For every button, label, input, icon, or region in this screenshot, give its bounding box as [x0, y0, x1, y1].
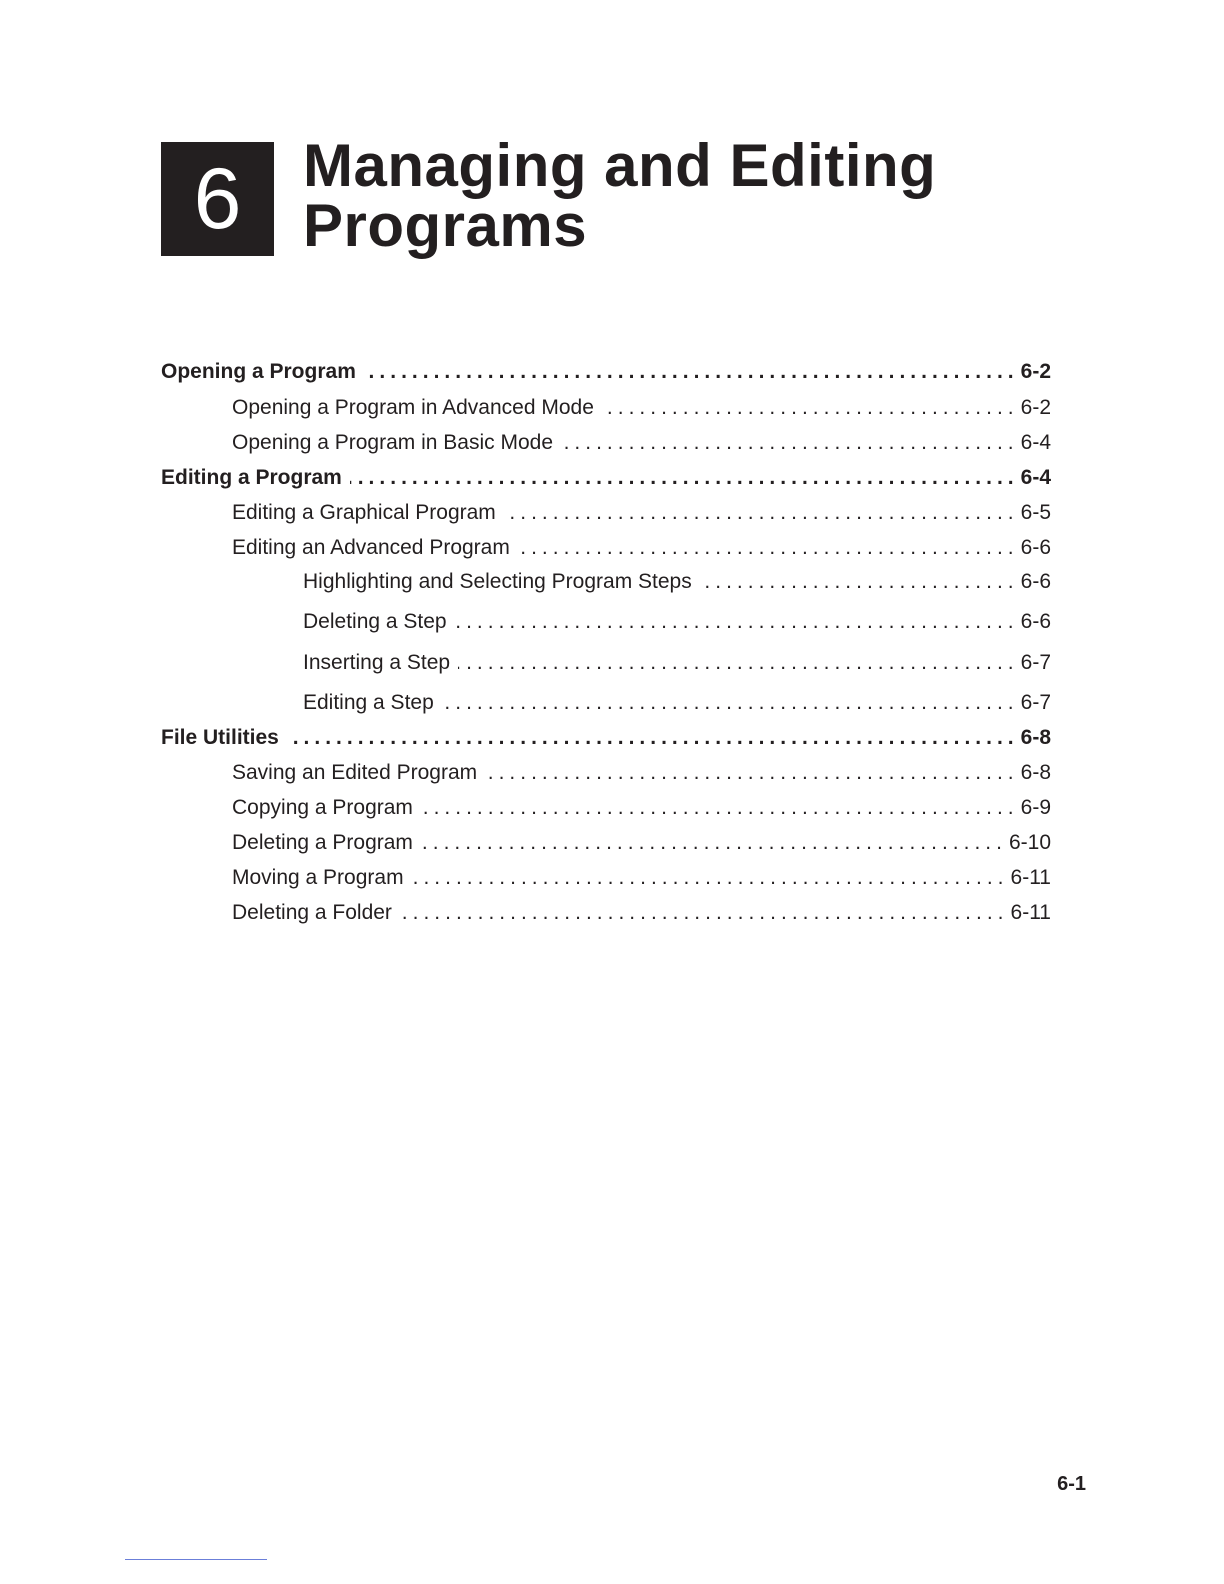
toc-entry-page: 6-5 [1020, 501, 1051, 524]
toc-entry[interactable] [232, 500, 1051, 526]
toc-leader-dots [700, 569, 1019, 595]
chapter-title-line-1: Managing and Editing [303, 132, 937, 199]
toc-entry[interactable] [232, 760, 1051, 786]
toc-entry-label: Editing a Step [303, 691, 434, 714]
toc-entry-label: Editing an Advanced Program [232, 536, 510, 559]
toc-entry[interactable] [232, 535, 1051, 561]
toc-entry-page: 6-10 [1008, 831, 1051, 854]
toc-leader-dots [287, 725, 1019, 751]
toc-entry-label: Opening a Program in Basic Mode [232, 431, 553, 454]
toc-entry[interactable] [232, 900, 1051, 926]
toc-entry-label: Copying a Program [232, 796, 413, 819]
toc-entry[interactable] [232, 865, 1051, 891]
chapter-number-box [161, 142, 274, 256]
page-number: 6-1 [1057, 1473, 1086, 1495]
toc-entry-page: 6-2 [1020, 396, 1051, 419]
toc-entry-label: Opening a Program in Advanced Mode [232, 396, 594, 419]
toc-entry[interactable] [303, 609, 1051, 635]
toc-entry-page: 6-7 [1020, 651, 1051, 674]
toc-leader-dots [518, 535, 1019, 561]
toc-leader-dots [442, 690, 1019, 716]
toc-entry-page: 6-9 [1020, 796, 1051, 819]
toc-leader-dots [458, 650, 1019, 676]
toc-leader-dots [561, 430, 1019, 456]
toc-entry-label: Deleting a Step [303, 610, 447, 633]
toc-entry-page: 6-2 [1020, 360, 1051, 383]
toc-entry-page: 6-6 [1020, 610, 1051, 633]
footer-rule [125, 1559, 267, 1560]
toc-entry-page: 6-6 [1020, 570, 1051, 593]
toc-entry-label: Moving a Program [232, 866, 404, 889]
toc-entry-label: Deleting a Folder [232, 901, 392, 924]
toc-entry-label: Editing a Graphical Program [232, 501, 496, 524]
toc-leader-dots [364, 359, 1019, 385]
toc-entry-page: 6-11 [1010, 901, 1051, 924]
toc-leader-dots [400, 900, 1009, 926]
toc-entry-page: 6-7 [1020, 691, 1051, 714]
toc-leader-dots [350, 465, 1019, 491]
toc-leader-dots [455, 609, 1019, 635]
toc-entry-page: 6-8 [1020, 761, 1051, 784]
toc-leader-dots [421, 830, 1007, 856]
toc-entry[interactable] [161, 465, 1051, 491]
toc-entry-label: Saving an Edited Program [232, 761, 478, 784]
toc-entry-label: Deleting a Program [232, 831, 413, 854]
toc-entry-page: 6-4 [1020, 431, 1051, 454]
toc-leader-dots [412, 865, 1009, 891]
toc-entry[interactable] [303, 690, 1051, 716]
toc-leader-dots [421, 795, 1019, 821]
toc-entry-label: Editing a Program [161, 466, 342, 489]
toc-entry[interactable] [232, 430, 1051, 456]
toc-entry-label: Inserting a Step [303, 651, 451, 674]
toc-entry[interactable] [232, 395, 1051, 421]
toc-leader-dots [602, 395, 1019, 421]
toc-entry[interactable] [161, 725, 1051, 751]
toc-entry-page: 6-8 [1020, 726, 1051, 749]
toc-entry-label: File Utilities [161, 726, 279, 749]
chapter-title-line-2: Programs [303, 192, 588, 259]
toc-entry[interactable] [232, 830, 1051, 856]
toc-entry[interactable] [303, 569, 1051, 595]
toc-entry[interactable] [161, 359, 1051, 385]
toc-entry[interactable] [303, 650, 1051, 676]
toc-entry[interactable] [232, 795, 1051, 821]
chapter-title [303, 132, 937, 259]
toc-entry-page: 6-4 [1020, 466, 1051, 489]
toc-leader-dots [485, 760, 1019, 786]
toc-leader-dots [504, 500, 1019, 526]
chapter-number: 6 [193, 151, 242, 247]
toc-entry-page: 6-11 [1010, 866, 1051, 889]
toc-entry-label: Highlighting and Selecting Program Steps [303, 570, 692, 593]
toc-entry-page: 6-6 [1020, 536, 1051, 559]
toc-entry-label: Opening a Program [161, 360, 356, 383]
